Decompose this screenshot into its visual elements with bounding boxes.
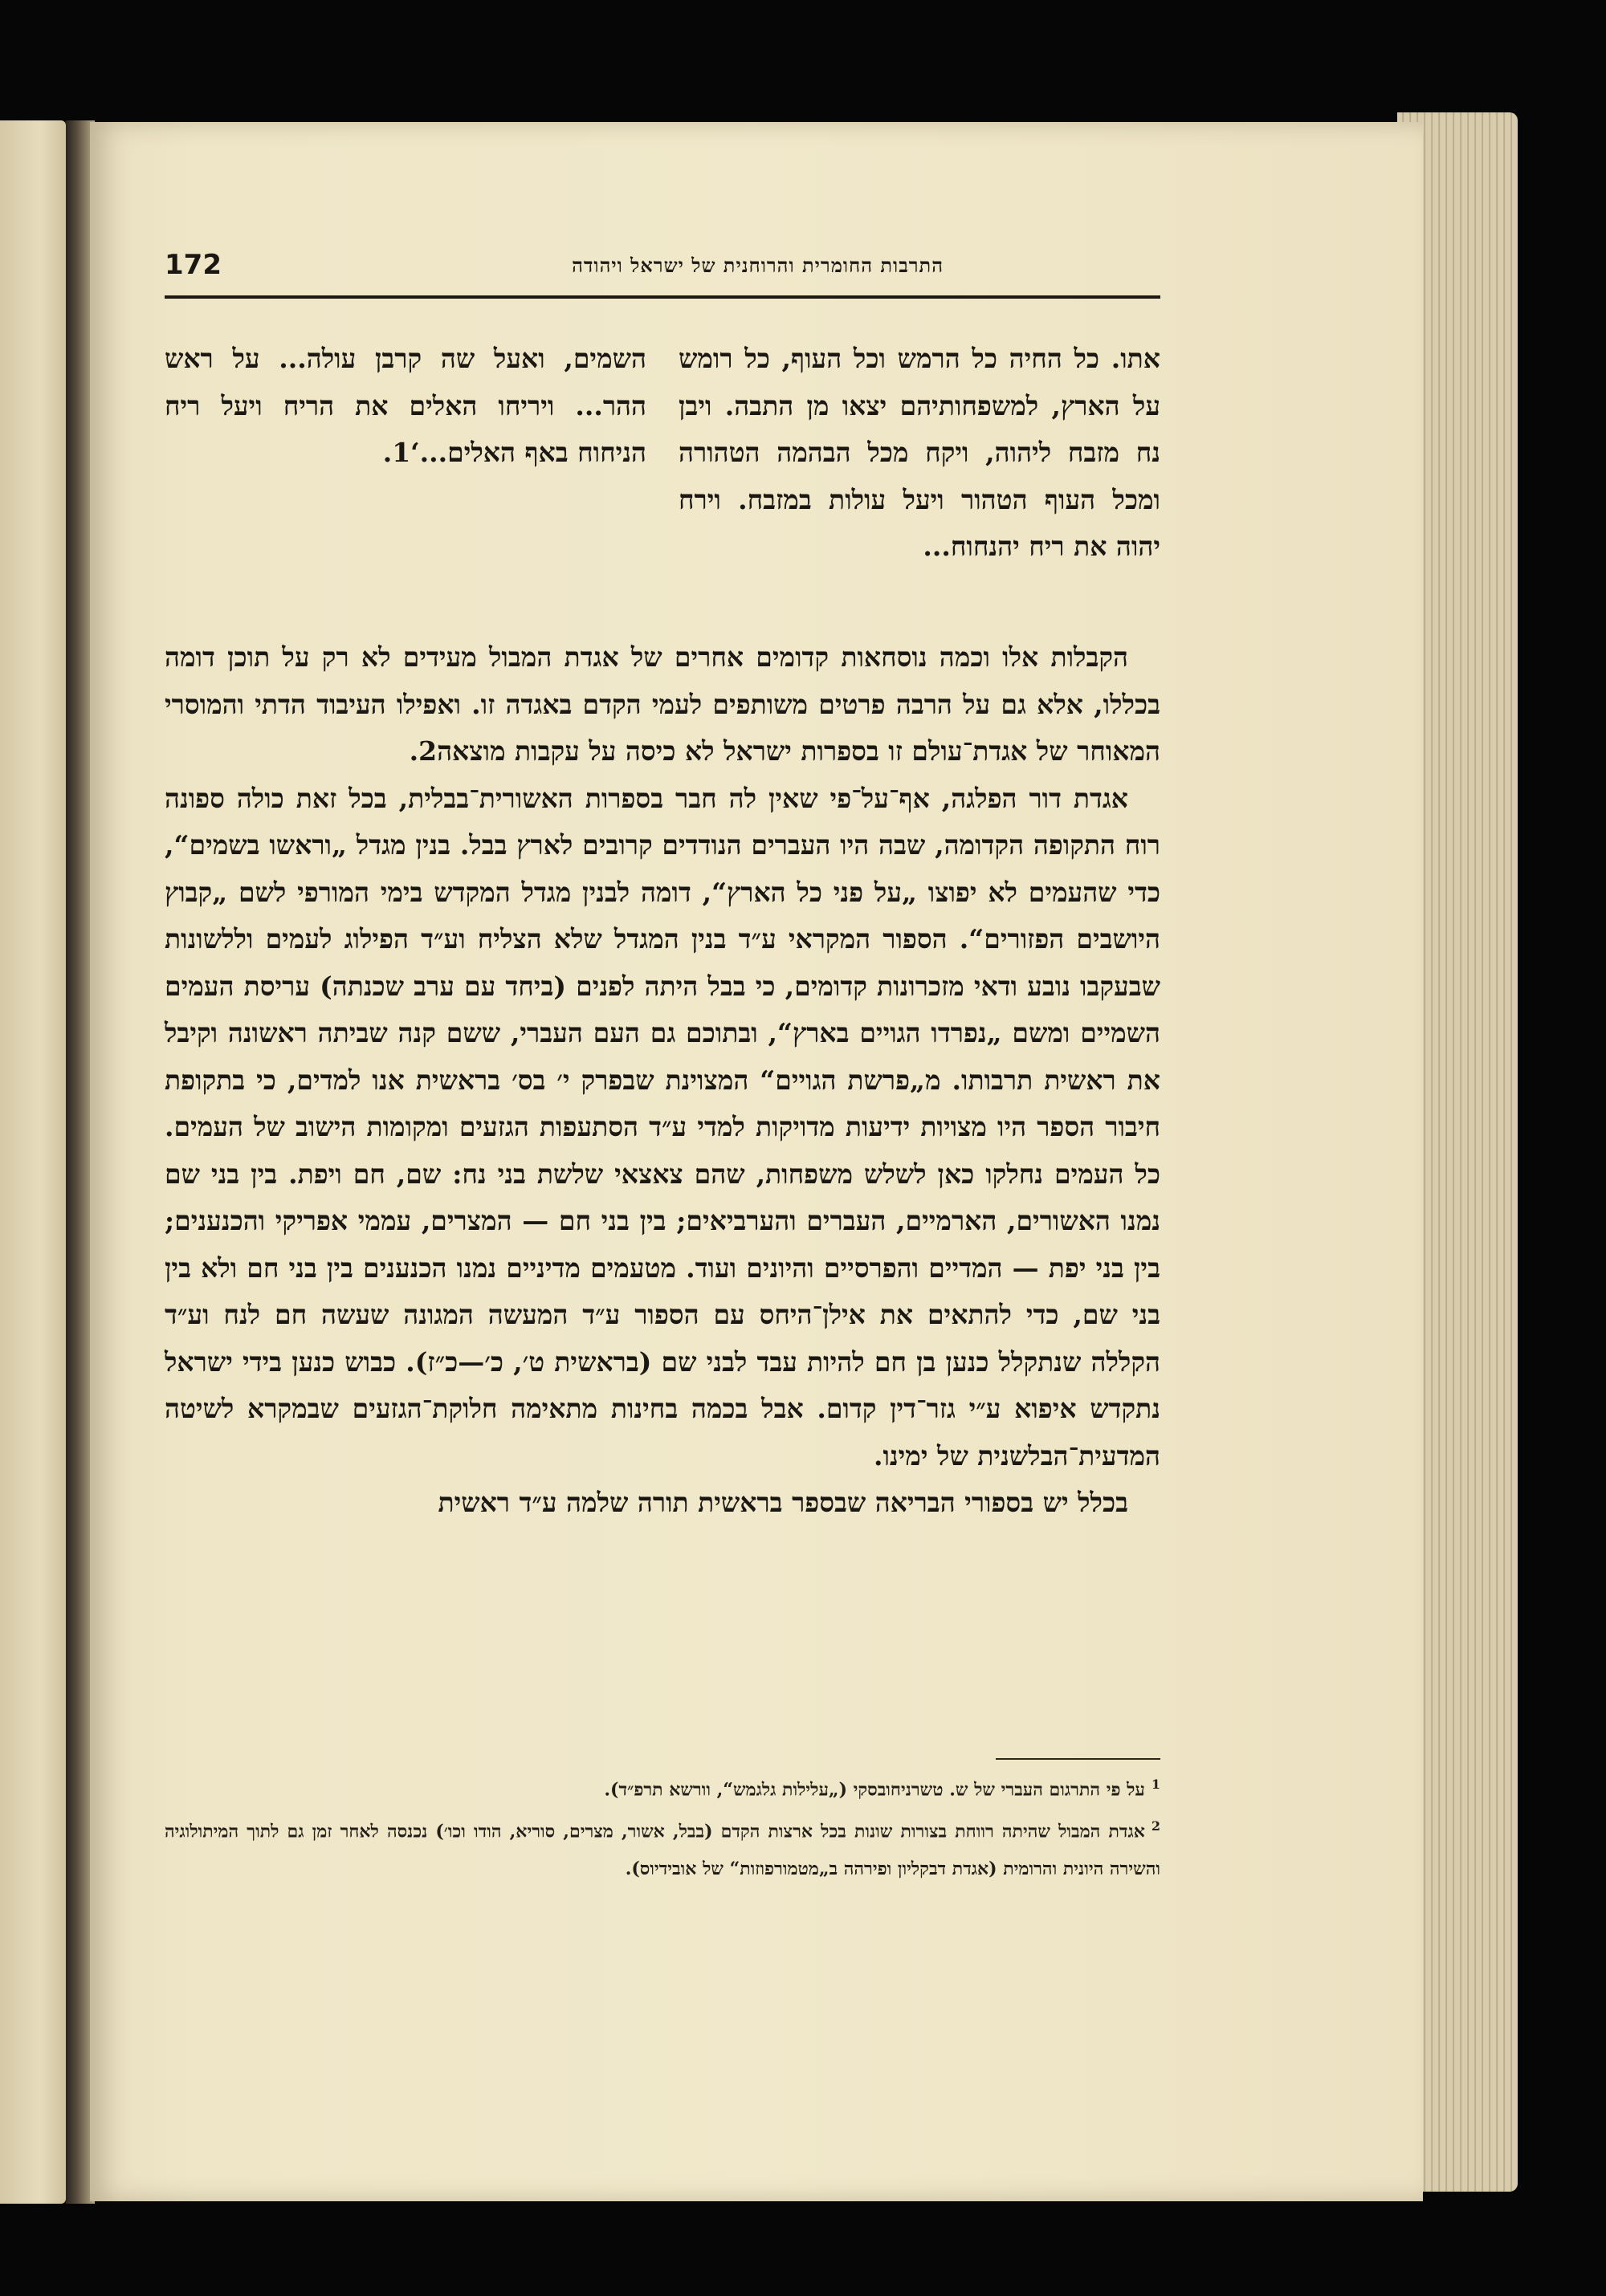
footnote xyxy=(165,1766,1160,1808)
running-title: התרבות החומרית והרוחנית של ישראל ויהודה xyxy=(572,254,944,277)
paragraph: אגדת דור הפלגה, אף־על־פי שאין לה חבר בספרות האשורית־בבלית, בכל זאת כולה ספונה רוח התקופה הקדומה, שבה היו העברים הנודדים קרובים לארץ בבל. בנין מגדל „וראשו בשמים“, כדי שהעמים לא יפוצו „על פני כל הארץ“, דומה לבנין מגדל המקדש בימי המורפי לשם „קבוץ היושבים הפזורים“. הספור המקראי ע״ד בנין המגדל שלא הצליח וע״ד הפילוג לעמים וללשונות שבעקבו נובע ודאי מזכרונות קדומים, כי בבל היתה לפנים (ביחד עם ערב שכנתה) עריסת העמים השמיים ומשם „נפרדו הגויים בארץ“, ובתוכם גם העם העברי, ששם קנה שביתה ראשונה וקיבל את ראשית תרבותו. מ„פרשת הגויים“ המצוינת שבפרק י׳ בס׳ בראשית אנו למדים, כי בתקופת חיבור הספר היו מצויות ידיעות מדויקות למדי ע״ד הסתעפות הגזעים ומקומות הישוב של העמים. כל העמים נחלקו כאן לשלש משפחות, שהם צאצאי שלשת בני נח: שם, חם ויפת. בין בני שם נמנו האשורים, הארמיים, העברים והערביאים; בין בני חם — המצרים, עממי אפריקי והכנענים; בין בני יפת — המדיים והפרסיים והיונים ועוד. מטעמים מדיניים נמנו הכנענים בין בני חם ולא בין בני שם, כדי להתאים את אילן־היחס עם הספור ע״ד המעשה המגונה שעשה חם לנח וע״ד הקללה שנתקלל כנען בן חם להיות עבד לבני שם (בראשית ט׳, כ׳—כ״ז). כבוש כנען בידי ישראל נתקדש איפוא ע״י גזר־דין קדום. אבל בכמה בחינות מתאימה חלוקת־הגזעים שבמקרא לשיטה המדעית־הבלשנית של ימינו. xyxy=(165,782,1160,1472)
verse-column-left: השמים, ואעל שה קרבן עולה... על ראש ההר... ויריחו האלים את הריח ויעל ריח הניחוח באף האלים...‘1. xyxy=(165,343,646,468)
previous-page-edge xyxy=(0,120,66,2204)
footnote-rule xyxy=(996,1758,1160,1760)
footnote-text: על פי התרגום העברי של ש. טשרניחובסקי („עלילות גלגמש“, וורשא תרפ״ד). xyxy=(604,1779,1145,1801)
paragraph: הקבלות אלו וכמה נוסחאות קדומים אחרים של אגדת המבול מעידים לא רק על תוכן דומה בכללו, אלא גם על הרבה פרטים משותפים לעמי הקדם באגדה זו. ואפילו העיבוד הדתי והמוסרי המאוחר של אגדת־עולם זו בספרות ישראל לא כיסה על עקבות מוצאה2. xyxy=(165,641,1160,767)
footnote xyxy=(165,1808,1160,1887)
footnotes xyxy=(165,1766,1160,1887)
header-rule xyxy=(165,295,1160,299)
page-number: 172 xyxy=(165,249,222,281)
page-header xyxy=(165,249,1160,289)
footnote-mark: 2 xyxy=(1151,1818,1161,1834)
main-text xyxy=(165,634,1160,1527)
verse-column-right: אתו. כל החיה כל הרמש וכל העוף, כל רומש על הארץ, למשפחותיהם יצאו מן התבה. ויבן נח מזבח ליהוה, ויקח מכל הבהמה הטהורה ומכל העוף הטהור ויעל עולות במזבח. וירח יהוה את ריח יהנחוח... xyxy=(679,343,1160,562)
footnote-mark: 1 xyxy=(1151,1777,1160,1792)
paragraph: בכלל יש בספורי הבריאה שבספר בראשית תורה שלמה ע״ד ראשית xyxy=(438,1487,1128,1518)
footnote-text: אגדת המבול שהיתה רווחת בצורות שונות בכל ארצות הקדם (בבל, אשור, מצרים, סוריא, הודו וכו׳) נכנסה לאחר זמן גם לתוך המיתולוגיה והשירה היונית והרומית (אגדת דבקליון ופירהה ב„מטמורפוזות“ של אובידיוס). xyxy=(165,1821,1160,1879)
